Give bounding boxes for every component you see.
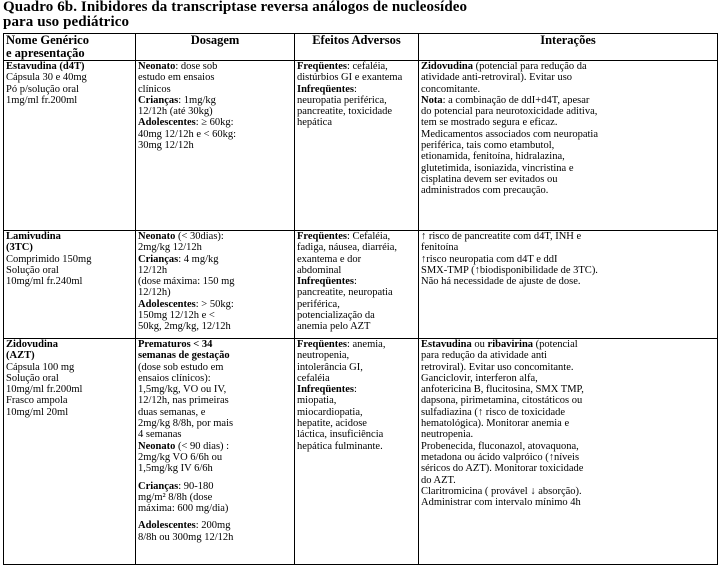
header-dose: Dosagem: [136, 34, 295, 61]
interactions-cell: Zidovudina (potencial para redução da atividade anti-retroviral). Evitar uso concomitante. Nota: a combinação de ddI+d4T, apesar do potencial para neurotoxicidade aditiva, tem se mostrado segura e eficaz. Medicamentos associados com neuropatia periférica, tais como etambutol, etionamida, fenitoína, hidralazina, glutetimida, isoniazida, vincristina e cisplatina devem ser evitados ou administrados com precaução.: [419, 61, 718, 231]
header-interactions: Interações: [419, 34, 718, 61]
drug-cell: Estavudina (d4T) Cápsula 30 e 40mg Pó p/solução oral 1mg/ml fr.200ml: [4, 61, 136, 231]
effects-cell: Freqüentes: cefaléia, distúrbios GI e exantema Infreqüentes: neuropatia periférica, pancreatite, toxicidade hepática: [295, 61, 419, 231]
table-row: [4, 61, 718, 231]
dose-cell: Prematuros < 34 semanas de gestação (dose sob estudo em ensaios clínicos): 1,5mg/kg, VO ou IV, 12/12h, nas primeiras duas semanas, e 2mg/kg 8/8h, por mais 4 semanas Neonato (< 90 dias) : 2mg/kg VO 6/6h ou 1,5mg/kg IV 6/6h Crianças: 90-180 mg/m² 8/8h (dose máxima: 600 mg/dia) Adolescentes: 200mg 8/8h ou 300mg 12/12h: [136, 339, 295, 565]
header-effects: Efeitos Adversos: [295, 34, 419, 61]
table-row: [4, 231, 718, 339]
header-name: Nome Genérico e apresentação: [4, 34, 136, 61]
dose-cell: Neonato (< 30dias): 2mg/kg 12/12h Crianças: 4 mg/kg 12/12h (dose máxima: 150 mg 12/12h) Adolescentes: > 50kg: 150mg 12/12h e < 50kg, 2mg/kg, 12/12h: [136, 231, 295, 339]
document-title: [3, 0, 717, 30]
header-row: [4, 34, 718, 61]
drug-cell: Lamivudina (3TC) Comprimido 150mg Solução oral 10mg/ml fr.240ml: [4, 231, 136, 339]
interactions-cell: Estavudina ou ribavirina (potencial para redução da atividade anti retroviral). Evitar uso concomitante. Ganciclovir, interferon alfa, anfotericina B, flucitosina, SMX TMP, dapsona, pirimetamina, citostáticos ou sulfadiazina (↑ risco de toxicidade hematológica). Monitorar anemia e neutropenia. Probenecida, fluconazol, atovaquona, metadona ou ácido valpróico (↑níveis séricos do AZT). Monitorar toxicidade do AZT. Claritromicina ( provável ↓ absorção). Administrar com intervalo mínimo 4h: [419, 339, 718, 565]
title-line-2: para uso pediátrico: [3, 14, 130, 30]
effects-cell: Freqüentes: anemia, neutropenia, intolerância GI, cefaléia Infreqüentes: miopatia, miocardiopatia, hepatite, acidose láctica, insuficiência hepática fulminante.: [295, 339, 419, 565]
table-row: [4, 339, 718, 565]
dose-cell: Neonato: dose sob estudo em ensaios clínicos Crianças: 1mg/kg 12/12h (até 30kg) Adolescentes: ≥ 60kg: 40mg 12/12h e < 60kg: 30mg 12/12h: [136, 61, 295, 231]
interactions-cell: ↑ risco de pancreatite com d4T, INH e fenitoína ↑risco neuropatia com d4T e ddI SMX-TMP (↑biodisponibilidade de 3TC). Não há necessidade de ajuste de dose.: [419, 231, 718, 339]
title-line-1: Quadro 6b. Inibidores da transcriptase reversa análogos de nucleosídeo: [3, 0, 468, 15]
drug-cell: Zidovudina (AZT) Cápsula 100 mg Solução oral 10mg/ml fr.200ml Frasco ampola 10mg/ml 20ml: [4, 339, 136, 565]
effects-cell: Freqüentes: Cefaléia, fadiga, náusea, diarréia, exantema e dor abdominal Infreqüentes: pancreatite, neuropatia periférica, potencialização da anemia pelo AZT: [295, 231, 419, 339]
drug-table: [3, 33, 718, 565]
